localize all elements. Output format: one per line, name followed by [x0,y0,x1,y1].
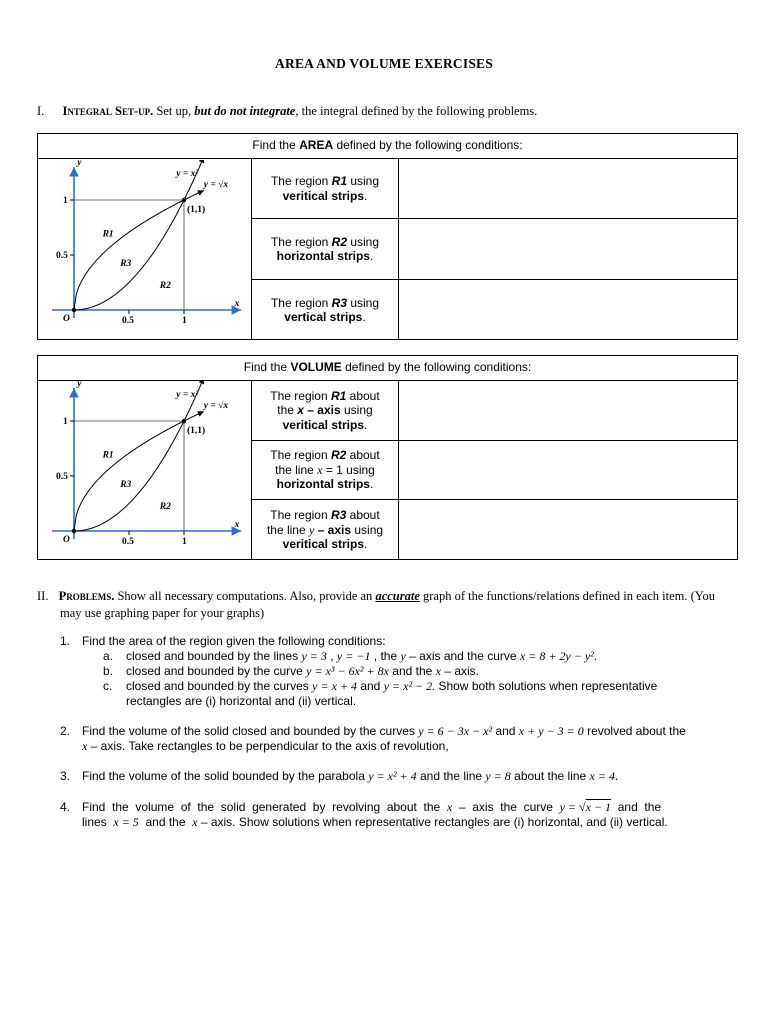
problem-4 [60,800,740,830]
p1a-t5: . [593,649,598,663]
problem-1a [60,649,740,664]
region-label-r2: R2 [159,281,171,291]
volume-row-1 [252,381,398,440]
problem-1 [60,634,740,709]
region-label-r3: R3 [120,259,132,269]
vol-row-3-l1b: about [346,508,380,523]
area-row-3-region: R3 [331,295,347,310]
vol-row-2-end: . [369,477,374,492]
area-row-1-end: . [364,188,368,203]
vol-row-3-l2b: – axis [314,522,352,537]
area-row-2-end: . [369,249,374,263]
p1a-m4: x = 8 + 2y − y² [519,649,594,663]
p4-m2: y = √ [559,800,586,814]
section-1-numeral: I. [37,104,45,118]
vol-row-2-l1a: The region [270,448,331,463]
section-2-heading: Problems. [58,589,115,603]
vol-row-3-region: R3 [330,508,347,523]
p3-m1: y = x² + 4 [368,769,417,783]
region-label-r2: R2 [159,502,171,512]
vol-row-2-l1b: about [346,448,380,463]
vol-row-3-l1a: The region [270,508,331,523]
vol-row-1-l2c: using [340,403,373,418]
problem-2 [60,724,740,754]
area-row-2-strips: horizontal strips [276,249,370,263]
volume-graph [40,381,250,559]
area-row-1-pre: The region [270,174,332,188]
p1c-m1: y = x + 4 [312,679,357,693]
vol-row-3-l2a: the line [266,522,309,537]
p4-l2c: – axis. Show solutions when representative rectangles are (i) horizontal, and (ii) vertical. [197,815,668,829]
y-tick-label-1: 1 [63,417,68,427]
p2-t3: revolved about the [583,724,686,738]
area-row-2-pre: The region [270,234,332,249]
p1b-m1: y = x³ − 6x² + 8x [306,664,389,678]
volume-header-text-a: Find the [243,360,291,374]
y-tick-label-1: 1 [63,196,68,206]
area-row-1-post: using [347,174,380,188]
intersection-point [182,419,186,423]
section-2-numeral: II. [37,589,49,603]
problem-1c-label: c. [103,679,113,693]
curve-label-x-squared: y = x² [176,389,199,400]
area-header-text-a: Find the [252,138,300,152]
vol-row-1-var: x [297,403,304,418]
region-label-r1: R1 [102,229,114,240]
p4-l2a: lines [82,815,114,829]
section-2-instructions [37,588,737,622]
curve-label-x-squared: y = x² [176,168,199,179]
area-row-3 [252,280,398,340]
y-tick-label-05: 0.5 [56,251,68,261]
p3-t2: and the line [416,769,486,783]
vol-row-1-l1b: about [346,388,380,403]
area-row-2-region: R2 [331,234,347,249]
problem-1-text: Find the area of the region given the following conditions: [82,634,386,648]
section-1-heading: Integral Set-up. [62,104,154,118]
p1a-m2: y = −1 [336,649,371,663]
area-answer-1[interactable] [400,159,737,218]
area-table [37,133,738,340]
vol-row-1-l1a: The region [270,388,331,403]
volume-table-header [38,356,737,381]
area-table-header [38,134,737,159]
p2-m1: y = 6 − 3x − x² [418,724,493,738]
problem-2-number: 2. [60,724,71,738]
p1b-t2: and the [388,664,436,678]
p3-m2: y = 8 [485,769,511,783]
volume-answer-3[interactable] [400,500,737,559]
p4-l2-m1: x = 5 [113,815,139,829]
section-1-text-a: Set up, [156,104,195,118]
y-tick-label-05: 0.5 [56,472,68,482]
p1a-m3: y [400,649,406,663]
curve-label-sqrt-x: y = √x [203,179,229,190]
vol-row-3-l2c: using [351,522,384,537]
p1c-t1: closed and bounded by the curves [126,679,313,693]
section-2-text-b: graph of the functions/relations defined in each item. (You [419,589,716,603]
origin-label: O [63,314,70,324]
vol-row-3-end: . [364,537,368,552]
p1c-t3: Show both solutions when representative [435,679,658,693]
p4-m2b: x − 1 [585,800,612,814]
vol-row-1-l2a: the [277,403,298,418]
origin-label: O [63,535,70,545]
area-row-3-post: using [347,295,380,310]
area-row-1-region: R1 [331,174,347,188]
x-tick-label-05: 0.5 [122,316,134,326]
area-row-2 [252,219,398,279]
volume-row-2 [252,441,398,499]
x-tick-label-05: 0.5 [122,537,134,547]
area-graph [40,160,250,340]
vol-row-2-region: R2 [330,448,347,463]
vol-row-2-var: x [317,462,323,477]
p4-t2: – axis the curve [452,800,560,814]
area-row-3-end: . [362,310,366,324]
p1b-t1: closed and bounded by the curve [126,664,307,678]
x-axis-label: x [234,520,240,530]
vol-row-2-l2a: the line [275,462,318,477]
p2-t2: and [492,724,519,738]
problem-1c [60,679,740,694]
section-2-line-2: may use graphing paper for your graphs) [60,606,265,620]
p1b-m2: x [435,664,441,678]
point-label: (1,1) [187,205,206,215]
volume-header-text-b: defined by the following conditions: [341,360,532,374]
area-row-1 [252,159,398,218]
y-axis-label: y [77,160,82,168]
p3-t3: about the line [510,769,590,783]
p1a-t4: – axis and the curve [405,649,520,663]
section-1-instructions [37,103,737,120]
problem-1a-label: a. [103,649,114,663]
origin-point [72,529,76,533]
volume-header-bold: VOLUME [290,360,342,374]
volume-row-3 [252,500,398,560]
volume-answer-1[interactable] [400,381,737,440]
curve-label-sqrt-x: y = √x [203,400,229,411]
p2-m2: x + y − 3 = 0 [518,724,584,738]
p4-m1: x [446,800,453,814]
problem-1c-line-2: rectangles are (i) horizontal and (ii) vertical. [126,694,357,708]
page-title: AREA AND VOLUME EXERCISES [275,56,493,71]
p1a-t2: , [326,649,337,663]
problem-3 [60,769,740,784]
volume-table [37,355,738,560]
area-row-1-strips: veritical strips [282,188,364,203]
p3-m3: x = 4 [589,769,615,783]
y-axis-label: y [77,381,82,389]
vol-row-1-strips: veritical strips [282,417,364,432]
p1a-m1: y = 3 [301,649,327,663]
vol-row-2-strips: horizontal strips [276,477,370,492]
region-label-r3: R3 [120,480,132,490]
section-2-text-a: Show all necessary computations. Also, provide an [114,589,376,603]
origin-point [72,308,76,312]
problem-4-number: 4. [60,800,71,814]
volume-answer-2[interactable] [400,441,737,499]
section-2-emphasis: accurate [375,589,420,603]
p1c-t2: and [357,679,384,693]
section-1-text-b: , the integral defined by the following problems. [295,104,538,118]
x-tick-label-1: 1 [182,316,187,326]
problem-1-number: 1. [60,634,71,648]
vol-row-1-region: R1 [330,388,347,403]
vol-row-2-l2b: = 1 using [322,462,375,477]
p2-t1: Find the volume of the solid closed and bounded by the curves [82,724,419,738]
p4-t3: and the [611,800,662,814]
intersection-point [182,198,186,202]
area-row-2-post: using [347,234,380,249]
p3-t1: Find the volume of the solid bounded by the parabola [82,769,369,783]
region-label-r1: R1 [102,450,114,461]
x-axis-label: x [234,299,240,309]
p3-t4: . [614,769,619,783]
section-1-emphasis: but do not integrate [194,104,296,118]
area-header-bold: AREA [299,138,334,152]
p4-l2b: and the [138,815,193,829]
area-header-text-b: defined by the following conditions: [333,138,523,152]
p1a-t1: closed and bounded by the lines [126,649,302,663]
area-row-3-strips: vertical strips [284,310,363,324]
x-tick-label-1: 1 [182,537,187,547]
p4-t1: Find the volume of the solid generated by revolving about the [82,800,447,814]
problem-1b [60,664,740,679]
vol-row-3-var: y [308,522,315,537]
area-answer-2[interactable] [400,219,737,278]
vol-row-1-l2b: – axis [303,403,341,418]
p1a-t3: , the [370,649,401,663]
p2-l2-m: x [82,739,88,753]
vol-row-3-strips: veritical strips [282,537,365,552]
area-row-3-pre: The region [270,295,332,310]
area-answer-3[interactable] [400,280,737,339]
problem-3-number: 3. [60,769,71,783]
p1b-t3: – axis. [440,664,479,678]
problem-1b-label: b. [103,664,114,678]
p4-l2-m2: x [192,815,198,829]
point-label: (1,1) [187,426,206,436]
vol-row-1-end: . [364,417,368,432]
p2-l2: – axis. Take rectangles to be perpendicular to the axis of revolution, [87,739,449,753]
p1c-m2: y = x² − 2. [383,679,436,693]
